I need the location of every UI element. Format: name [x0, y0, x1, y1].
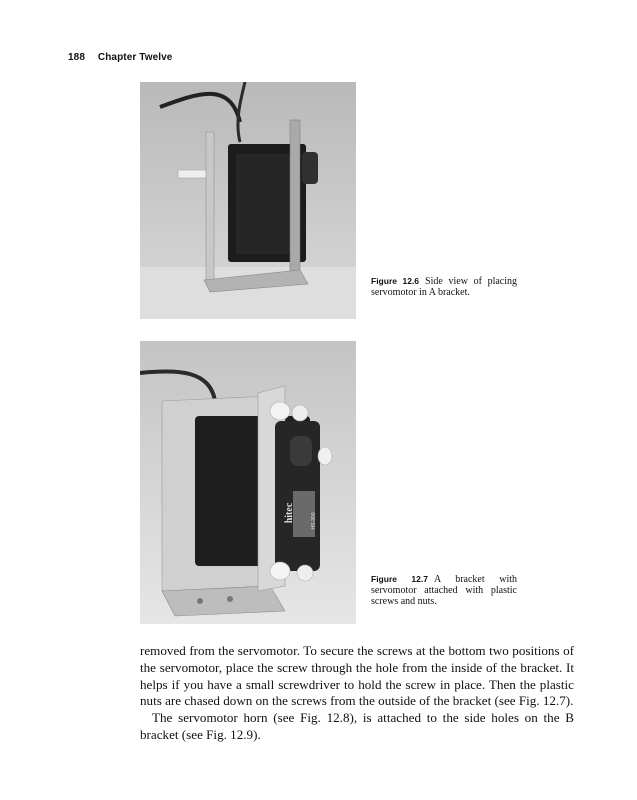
figure-12-6-photo: [140, 82, 356, 319]
figure-label: Figure 12.7: [371, 574, 428, 584]
page-number: 188: [68, 52, 85, 63]
servo-model-text: HS-300: [311, 512, 317, 530]
figure-12-7-caption: [371, 574, 517, 607]
chapter-title: Chapter Twelve: [97, 52, 173, 63]
caption-text: A bracket with servomotor attached with plastic screws and nuts.: [371, 574, 517, 607]
paragraph: The servomotor horn (see Fig. 12.8), is attached to the side holes on the B bracket (see Fig. 12.9).: [140, 710, 574, 742]
servo-brand-text: hitec: [284, 502, 295, 524]
figure-12-6-caption: [371, 276, 517, 298]
running-head: [68, 52, 172, 63]
caption-text: Side view of placing servomotor in A bracket.: [371, 276, 517, 298]
figure-12-7-photo: [140, 341, 356, 624]
body-text: [140, 643, 574, 744]
figure-label: Figure 12.6: [371, 276, 420, 286]
paragraph: removed from the servomotor. To secure the screws at the bottom two positions of the servomotor, place the screw through the hole from the inside of the bracket. It helps if you have a small screwdriver to hold the screw in place. Then the plastic nuts are chased down on the screws from the outside of the bracket (see Fig. 12.7).: [140, 643, 574, 709]
